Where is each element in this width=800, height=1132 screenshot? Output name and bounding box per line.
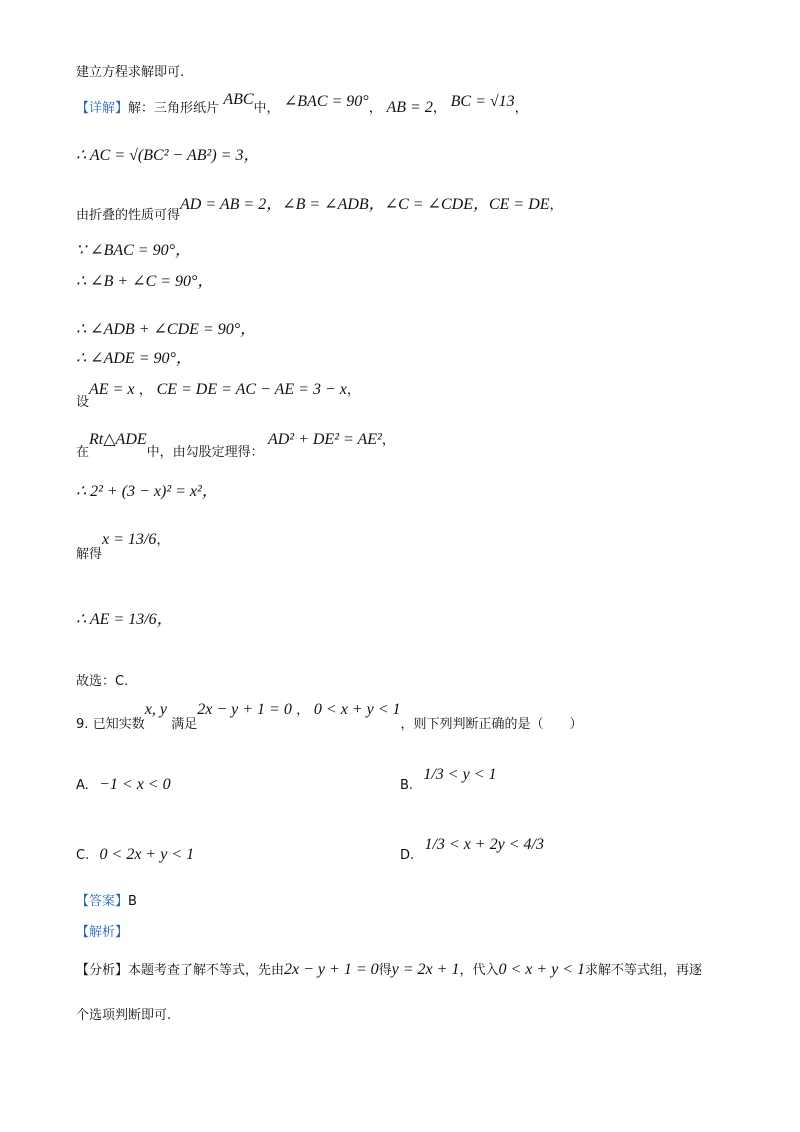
solution-line-1: 建立方程求解即可. — [76, 65, 185, 80]
math: ∵ ∠BAC = 90° — [76, 242, 175, 259]
text: 已知实数 — [92, 717, 145, 732]
answer-tag: 【答案】 — [76, 894, 129, 909]
analysis-sub-tag: 【分析】 — [76, 963, 129, 978]
math-ae: AE = x — [89, 381, 135, 398]
solution-line-13: ∴ AE = 13/6， — [76, 611, 173, 628]
option-d-math: 1/3 < x + 2y < 4/3 — [424, 836, 544, 853]
text: 满足 — [171, 717, 198, 732]
math-pythagoras: AD² + DE² = AE² — [267, 431, 382, 448]
detail-tag: 【详解】 — [76, 101, 129, 116]
text: 本题考查了解不等式，先由 — [128, 963, 285, 978]
math: ∴ ∠ADE = 90° — [76, 350, 176, 367]
math-rt-triangle: Rt△ADE — [89, 431, 147, 448]
solution-line-4: 由折叠的性质可得AD = AB = 2，∠B = ∠ADB，∠C = ∠CDE，CE = DE， — [76, 196, 564, 223]
analysis-line-1 — [76, 960, 702, 979]
text: ，代入 — [459, 963, 499, 978]
math-abc: ABC — [223, 91, 254, 108]
math-ae-value: ∴ AE = 13/6 — [76, 611, 157, 628]
option-b[interactable] — [400, 765, 497, 793]
answer-line — [76, 893, 137, 910]
option-a[interactable] — [76, 775, 171, 794]
math: y = 2x + 1 — [391, 961, 460, 978]
option-label: A. — [76, 778, 89, 793]
solution-line-7: ∴ ∠ADB + ∠CDE = 90°， — [76, 321, 257, 338]
math-cond1: 2x − y + 1 = 0 — [197, 701, 292, 718]
text: 解：三角形纸片 — [128, 101, 220, 116]
math: ∴ 2² + (3 − x)² = x² — [76, 483, 202, 500]
math-cond2: 0 < x + y < 1 — [313, 701, 401, 718]
math-angle-bac: ∠BAC = 90° — [283, 93, 369, 110]
text: 中，由勾股定理得： — [146, 445, 264, 460]
solution-line-6: ∴ ∠B + ∠C = 90°， — [76, 273, 214, 290]
math-ac: ∴ AC = √(BC² − AB²) = 3 — [76, 147, 244, 164]
solution-line-11: ∴ 2² + (3 − x)² = x²， — [76, 483, 218, 500]
option-label: D. — [400, 848, 415, 863]
math-ce: CE = DE = AC − AE = 3 − x — [156, 381, 347, 398]
option-c[interactable] — [76, 845, 194, 864]
math-ab: AB = 2 — [386, 99, 433, 116]
math-bc: BC = √13 — [450, 93, 515, 110]
text: 得 — [378, 963, 392, 978]
question-number: 9. — [76, 717, 89, 732]
math: ∴ ∠B + ∠C = 90° — [76, 273, 198, 290]
text: 解得 — [76, 547, 103, 562]
solution-line-3: ∴ AC = √(BC² − AB²) = 3， — [76, 147, 260, 164]
math-vars: x, y — [144, 701, 167, 718]
text: 中， — [253, 101, 280, 116]
option-label: B. — [400, 778, 414, 793]
solution-line-9: 设AE = x ， CE = DE = AC − AE = 3 − x， — [76, 381, 361, 410]
text: 求解不等式组，再逐 — [585, 963, 703, 978]
solution-line-14: 故选：C. — [76, 674, 129, 689]
math: ∴ ∠ADB + ∠CDE = 90° — [76, 321, 241, 338]
text: 设 — [76, 395, 90, 410]
math: 0 < x + y < 1 — [498, 961, 586, 978]
math: 2x − y + 1 = 0 — [284, 961, 379, 978]
analysis-tag: 【解析】 — [76, 925, 129, 940]
option-b-math: 1/3 < y < 1 — [423, 766, 497, 783]
solution-line-8: ∴ ∠ADE = 90°， — [76, 350, 192, 367]
analysis-line-2: 个选项判断即可. — [76, 1008, 172, 1023]
solution-line-10: 在Rt△ADE中，由勾股定理得： AD² + DE² = AE²， — [76, 431, 396, 460]
solution-line-12: 解得x = 13/6， — [76, 531, 170, 562]
solution-line-5: ∵ ∠BAC = 90°， — [76, 242, 192, 259]
text: 由折叠的性质可得 — [76, 208, 181, 223]
option-a-math: −1 < x < 0 — [99, 776, 171, 793]
option-c-math: 0 < 2x + y < 1 — [99, 846, 195, 863]
option-label: C. — [76, 848, 90, 863]
math-fold: AD = AB = 2，∠B = ∠ADB，∠C = ∠CDE，CE = DE — [180, 196, 550, 213]
text: ，则下列判断正确的是（ ） — [400, 717, 583, 732]
option-d[interactable] — [400, 835, 544, 863]
question-9: 9. 已知实数x, y 满足2x − y + 1 = 0 ， 0 < x + y < 1，则下列判断正确的是（ ） — [76, 701, 583, 732]
math-x-value: x = 13/6 — [102, 531, 157, 548]
solution-line-2: 【详解】解：三角形纸片 ABC中， ∠BAC = 90°， AB = 2， BC = √13， — [76, 91, 529, 116]
answer-value: B — [128, 894, 137, 909]
text: 在 — [76, 445, 90, 460]
